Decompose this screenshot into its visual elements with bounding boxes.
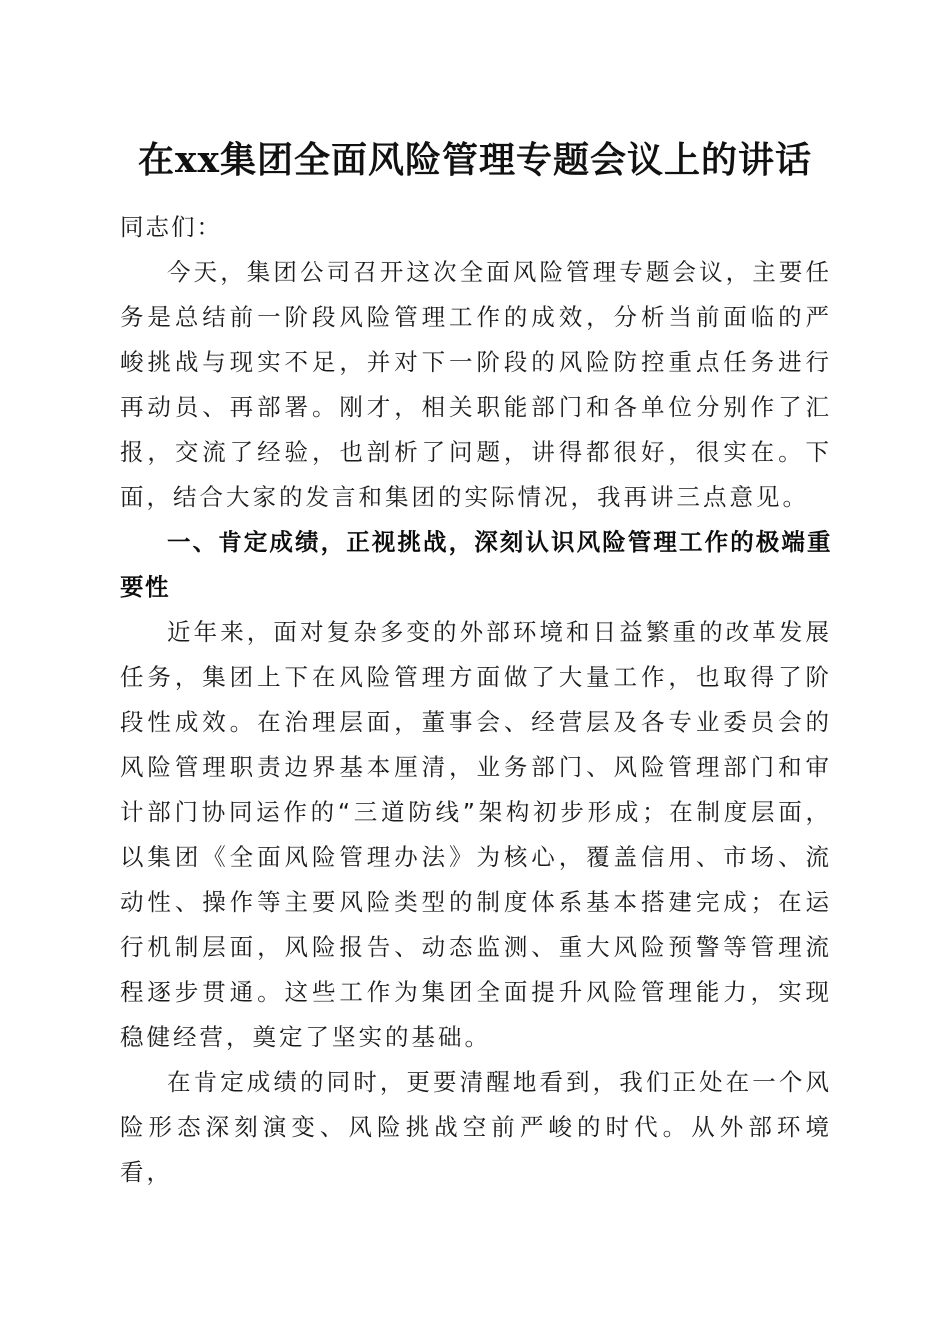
paragraph-opening: 今天，集团公司召开这次全面风险管理专题会议，主要任务是总结前一阶段风险管理工作的成效，分析当前面临的严峻挑战与现实不足，并对下一阶段的风险防控重点任务进行再动员、再部署。刚才，相关职能部门和各单位分别作了汇报，交流了经验，也剖析了问题，讲得都很好，很实在。下面，结合大家的发言和集团的实际情况，我再讲三点意见。 <box>120 258 832 511</box>
section-heading-1: 一、肯定成绩，正视挑战，深刻认识风险管理工作的极端重要性 <box>120 528 832 601</box>
document-body <box>120 205 832 1195</box>
paragraph-challenges: 在肯定成绩的同时，更要清醒地看到，我们正处在一个风险形态深刻演变、风险挑战空前严峻的时代。从外部环境看， <box>120 1068 832 1186</box>
paragraph-achievements: 近年来，面对复杂多变的外部环境和日益繁重的改革发展任务，集团上下在风险管理方面做了大量工作，也取得了阶段性成效。在治理层面，董事会、经营层及各专业委员会的风险管理职责边界基本厘清，业务部门、风险管理部门和审计部门协同运作的“三道防线”架构初步形成；在制度层面，以集团《全面风险管理办法》为核心，覆盖信用、市场、流动性、操作等主要风险类型的制度体系基本搭建完成；在运行机制层面，风险报告、动态监测、重大风险预警等管理流程逐步贯通。这些工作为集团全面提升风险管理能力，实现稳健经营，奠定了坚实的基础。 <box>120 618 832 1051</box>
document-title: 在xx集团全面风险管理专题会议上的讲话 <box>138 139 812 181</box>
salutation: 同志们： <box>120 213 222 241</box>
